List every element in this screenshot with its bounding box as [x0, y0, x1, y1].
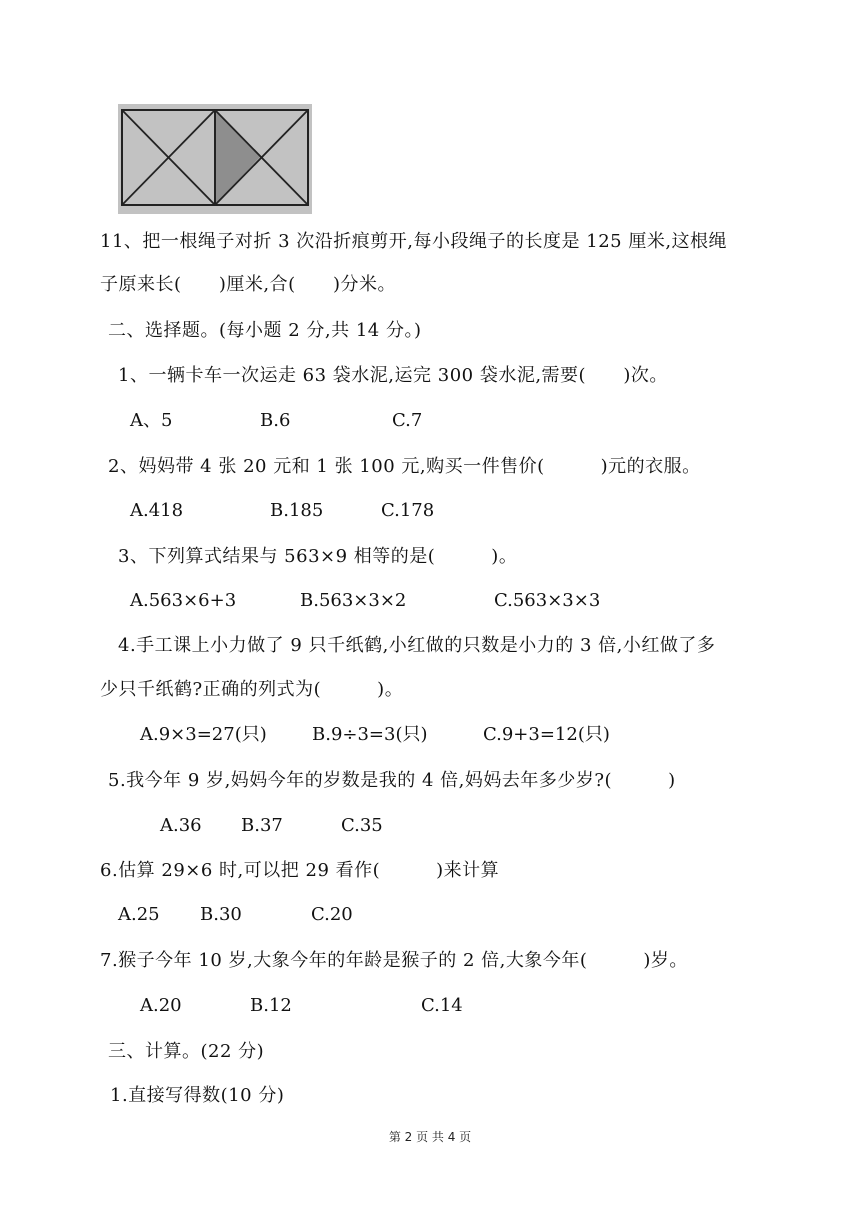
q2-4-option-b: B.9÷3=3(只): [312, 724, 428, 745]
q2-1-option-a: A、5: [130, 410, 173, 431]
q2-4-option-c: C.9+3=12(只): [483, 724, 610, 745]
q2-5-option-c: C.35: [341, 815, 383, 836]
page-number: 第 2 页 共 4 页: [388, 1130, 472, 1144]
q2-3-option-c: C.563×3×3: [494, 590, 601, 611]
section2-heading: 二、选择题。(每小题 2 分,共 14 分。): [108, 320, 422, 341]
q11-line2: 子原来长( )厘米,合( )分米。: [100, 274, 396, 295]
q11-line1: 11、把一根绳子对折 3 次沿折痕剪开,每小段绳子的长度是 125 厘米,这根绳: [100, 231, 728, 252]
q2-4-option-a: A.9×3=27(只): [140, 724, 267, 745]
q2-2-option-c: C.178: [381, 500, 435, 521]
q2-5-text: 5.我今年 9 岁,妈妈今年的岁数是我的 4 倍,妈妈去年多少岁?( ): [108, 770, 676, 791]
q2-1-option-b: B.6: [260, 410, 291, 431]
q2-1-text: 1、一辆卡车一次运走 63 袋水泥,运完 300 袋水泥,需要( )次。: [118, 365, 668, 386]
q2-3-text: 3、下列算式结果与 563×9 相等的是( )。: [118, 546, 518, 567]
q2-7-option-c: C.14: [421, 995, 463, 1016]
q2-3-option-b: B.563×3×2: [300, 590, 407, 611]
q2-7-text: 7.猴子今年 10 岁,大象今年的年龄是猴子的 2 倍,大象今年( )岁。: [100, 950, 688, 971]
q2-6-text: 6.估算 29×6 时,可以把 29 看作( )来计算: [100, 860, 500, 881]
q2-5-option-a: A.36: [160, 815, 202, 836]
q2-5-option-b: B.37: [241, 815, 283, 836]
section3-heading: 三、计算。(22 分): [108, 1041, 265, 1062]
q2-7-option-b: B.12: [250, 995, 292, 1016]
q2-6-option-a: A.25: [118, 904, 160, 925]
geometry-figure: [118, 104, 312, 214]
q2-4-text2: 少只千纸鹤?正确的列式为( )。: [100, 679, 404, 700]
q2-1-option-c: C.7: [392, 410, 423, 431]
q2-2-option-a: A.418: [130, 500, 184, 521]
q2-2-text: 2、妈妈带 4 张 20 元和 1 张 100 元,购买一件售价( )元的衣服。: [108, 456, 701, 477]
q2-3-option-a: A.563×6+3: [130, 590, 237, 611]
q2-7-option-a: A.20: [140, 995, 182, 1016]
q2-2-option-b: B.185: [270, 500, 324, 521]
q2-6-option-b: B.30: [200, 904, 242, 925]
q2-4-text: 4.手工课上小力做了 9 只千纸鹤,小红做的只数是小力的 3 倍,小红做了多: [118, 635, 716, 656]
q2-6-option-c: C.20: [311, 904, 353, 925]
section3-sub1: 1.直接写得数(10 分): [110, 1085, 285, 1106]
